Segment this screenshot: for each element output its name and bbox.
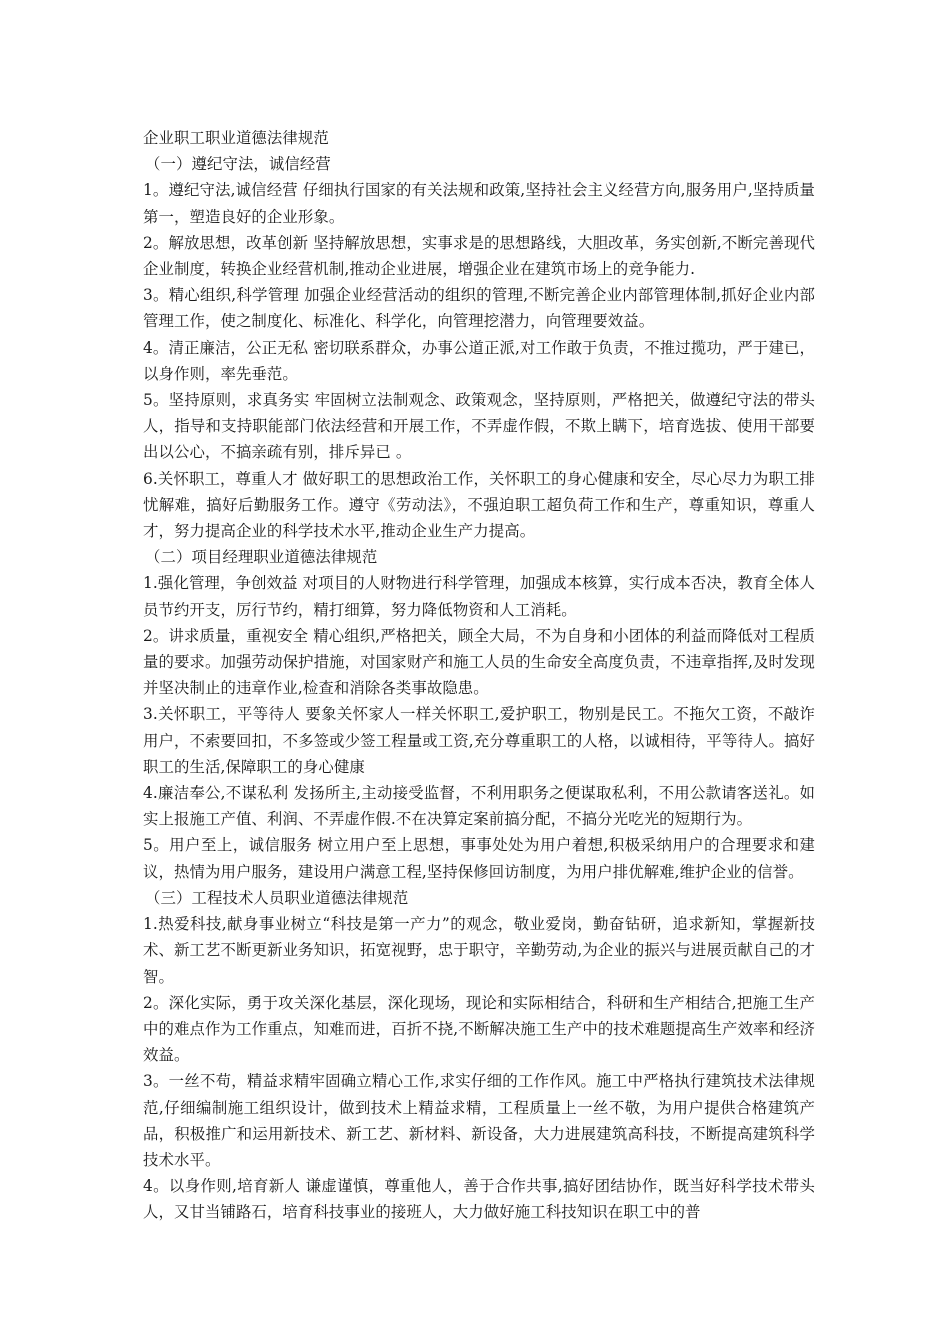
document-page bbox=[143, 125, 815, 1226]
section-3 bbox=[143, 885, 815, 1226]
paragraph: 5。用户至上，诚信服务 树立用户至上思想，事事处处为用户着想,积极采纳用户的合理要求和建议，热情为用户服务，建设用户满意工程,坚持保修回访制度，为用户排优解难,维护企业的信誉。 bbox=[143, 836, 815, 881]
paragraph: 2。深化实际，勇于攻关深化基层，深化现场，现论和实际相结合，科研和生产相结合,把施工生产中的难点作为工作重点，知难而进，百折不挠,不断解决施工生产中的技术难题提高生产效率和经济效益。 bbox=[143, 993, 815, 1065]
paragraph: 3。精心组织,科学管理 加强企业经营活动的组织的管理,不断完善企业内部管理体制,抓好企业内部管理工作，使之制度化、标准化、科学化，向管理挖潜力，向管理要效益。 bbox=[143, 286, 815, 331]
paragraph: 3.关怀职工，平等待人 要象关怀家人一样关怀职工,爱护职工，物别是民工。不拖欠工资，不敲诈用户，不索要回扣，不多签或少签工程量或工资,充分尊重职工的人格，以诚相待，平等待人。搞好职工的生活,保障职工的身心健康 bbox=[143, 705, 815, 776]
paragraph: 4。以身作则,培育新人 谦虚谨慎，尊重他人，善于合作共事,搞好团结协作，既当好科学技术带头人，又甘当铺路石，培育科技事业的接班人，大力做好施工科技知识在职工中的普 bbox=[143, 1177, 815, 1222]
paragraph: 4。清正廉洁，公正无私 密切联系群众，办事公道正派,对工作敢于负责，不推过揽功，严于建已，以身作则，率先垂范。 bbox=[143, 338, 815, 383]
paragraph: 3。一丝不苟，精益求精牢固确立精心工作,求实仔细的工作作风。施工中严格执行建筑技术法律规范,仔细编制施工组织设计，做到技术上精益求精，工程质量上一丝不敬，为用户提供合格建筑产品，积极推广和运用新技术、新工艺、新材料、新设备，大力进展建筑高科技，不断提高建筑科学技术水平。 bbox=[143, 1072, 815, 1169]
paragraph: 2。解放思想，改革创新 坚持解放思想，实事求是的思想路线，大胆改革，务实创新,不断完善现代企业制度，转换企业经营机制,推动企业进展，增强企业在建筑市场上的竞争能力. bbox=[143, 233, 815, 279]
paragraph: 5。坚持原则，求真务实 牢固树立法制观念、政策观念，坚持原则，严格把关，做遵纪守法的带头人，指导和支持职能部门依法经营和开展工作，不弄虚作假，不欺上瞒下，培育选拔、使用干部要出以公心，不搞亲疏有别，排斥异已 。 bbox=[143, 391, 815, 462]
section-heading: （二）项目经理职业道德法律规范 bbox=[145, 548, 378, 567]
section-heading: （三）工程技术人员职业道德法律规范 bbox=[145, 888, 409, 907]
section-2 bbox=[143, 544, 815, 885]
section-1 bbox=[143, 151, 815, 544]
paragraph: 4.廉洁奉公,不谋私利 发扬所主,主动接受监督，不利用职务之便谋取私利，不用公款请客送礼。如实上报施工产值、利润、不弄虚作假.不在决算定案前搞分配，不搞分光吃光的短期行为。 bbox=[143, 784, 815, 829]
paragraph: 2。讲求质量，重视安全 精心组织,严格把关，顾全大局，不为自身和小团体的利益而降低对工程质量的要求。加强劳动保护措施，对国家财产和施工人员的生命安全高度负责，不违章指挥,及时发现并坚决制止的违章作业,检查和消除各类事故隐患。 bbox=[143, 626, 815, 698]
document-title: 企业职工职业道德法律规范 bbox=[143, 129, 329, 147]
paragraph: 1.热爱科技,献身事业树立“科技是第一产力”的观念，敬业爱岗，勤奋钻研，追求新知，掌握新技术、新工艺不断更新业务知识，拓宽视野，忠于职守，辛勤劳动,为企业的振兴与进展贡献自己的才智。 bbox=[143, 915, 815, 986]
section-heading: （一）遵纪守法，诚信经营 bbox=[145, 155, 331, 174]
paragraph: 1.强化管理，争创效益 对项目的人财物进行科学管理，加强成本核算，实行成本否决，教育全体人员节约开支，厉行节约，精打细算，努力降低物资和人工消耗。 bbox=[143, 574, 815, 619]
paragraph: 1。遵纪守法,诚信经营 仔细执行国家的有关法规和政策,坚持社会主义经营方向,服务用户,坚持质量第一，塑造良好的企业形象。 bbox=[143, 181, 815, 226]
paragraph: 6.关怀职工，尊重人才 做好职工的思想政治工作，关怀职工的身心健康和安全，尽心尽力为职工排忧解难，搞好后勤服务工作。遵守《劳动法》，不强迫职工超负荷工作和生产，尊重知识，尊重人才，努力提高企业的科学技术水平,推动企业生产力提高。 bbox=[143, 469, 815, 541]
